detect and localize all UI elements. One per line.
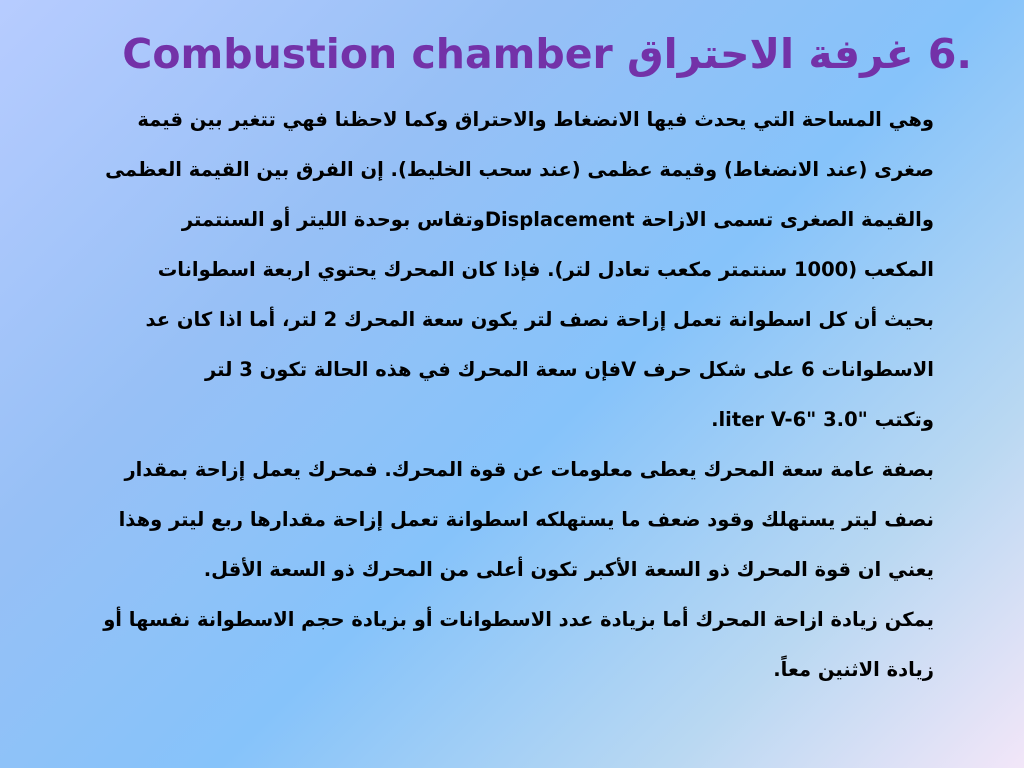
slide-body [78,95,934,695]
title-english: Combustion chamber [122,30,613,78]
paragraph-line: نصف ليتر يستهلك وقود ضعف ما يستهلكه اسطوانة تعمل إزاحة مقدارها ربع ليتر وهذا [118,508,934,531]
paragraph-line: بحيث أن كل اسطوانة تعمل إزاحة نصف لتر يكون سعة المحرك 2 لتر، أما اذا كان عد [145,308,934,331]
paragraph-1 [78,95,934,445]
paragraph-line: المكعب (1000 سنتمتر مكعب تعادل لتر). فإذا كان المحرك يحتوي اربعة اسطوانات [157,258,934,281]
paragraph-line: والقيمة الصغرى تسمى الازاحة Displacementوتقاس بوحدة الليتر أو السنتمتر [181,208,934,231]
paragraph-line: وهي المساحة التي يحدث فيها الانضغاط والاحتراق وكما لاحظنا فهي تتغير بين قيمة [137,108,934,131]
paragraph-line: يمكن زيادة ازاحة المحرك أما بزيادة عدد الاسطوانات أو بزيادة حجم الاسطوانة نفسها أو [103,608,934,631]
slide-title [122,22,972,86]
paragraph-line: الاسطوانات 6 على شكل حرف Vفإن سعة المحرك في هذه الحالة تكون 3 لتر [205,358,934,381]
title-number: 6. [927,30,972,78]
title-arabic: غرفة الاحتراق [627,30,914,78]
paragraph-line: وتكتب "3.0 "liter V-6. [711,408,934,431]
paragraph-line: زيادة الاثنين معاً. [773,658,934,681]
paragraph-2 [78,445,934,595]
paragraph-3 [78,595,934,695]
paragraph-line: يعني ان قوة المحرك ذو السعة الأكبر تكون أعلى من المحرك ذو السعة الأقل. [203,558,934,581]
paragraph-line: صغرى (عند الانضغاط) وقيمة عظمى (عند سحب الخليط). إن الفرق بين القيمة العظمى [105,158,934,181]
paragraph-line: بصفة عامة سعة المحرك يعطى معلومات عن قوة المحرك. فمحرك يعمل إزاحة بمقدار [124,458,934,481]
